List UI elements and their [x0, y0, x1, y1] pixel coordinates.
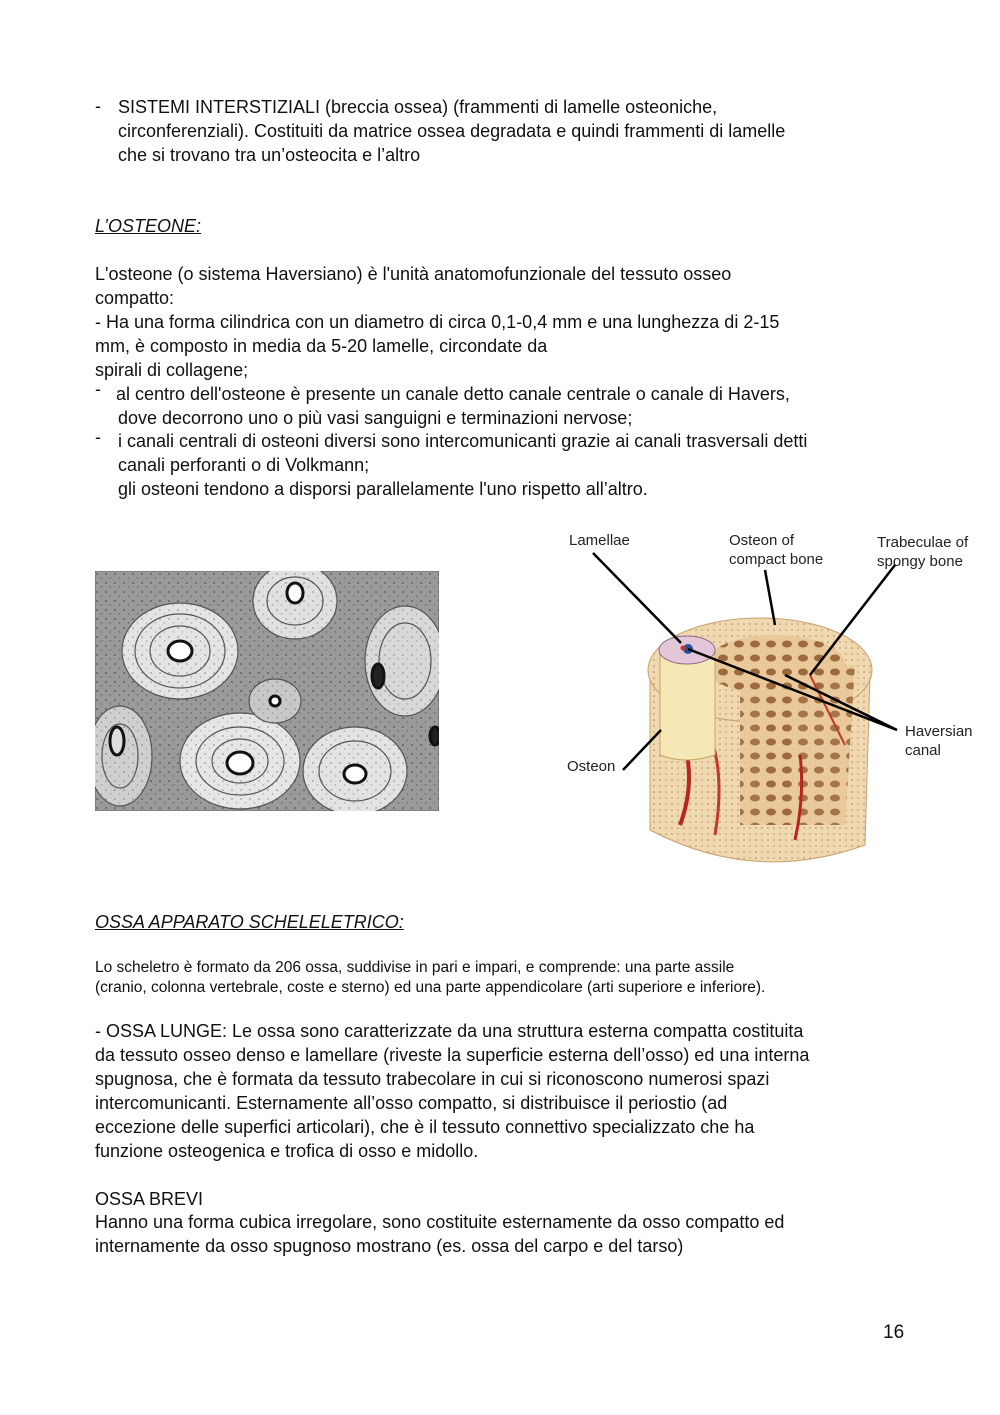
interstitial-line-1: SISTEMI INTERSTIZIALI (breccia ossea) (frammenti di lamelle osteoniche,: [118, 97, 718, 117]
ossa-heading: OSSA APPARATO SCHELELETRICO:: [95, 912, 404, 932]
ossa-lunghe-line-1: - OSSA LUNGE: Le ossa sono caratterizzate da una struttura esterna compatta costituita: [95, 1021, 804, 1041]
osteone-item2-line-1: al centro dell'osteone è presente un canale detto canale centrale o canale di Havers,: [116, 384, 790, 404]
label-haversian-line-1: Haversian: [905, 723, 973, 740]
osteone-item3-line-1: i canali centrali di osteoni diversi sono intercomunicanti grazie ai canali trasversali detti: [118, 431, 808, 451]
osteon-diagram: [555, 525, 995, 885]
osteone-item2-line-2: dove decorrono uno o più vasi sanguigni e terminazioni nervose;: [118, 408, 633, 428]
bullet-dash: -: [95, 379, 101, 399]
label-osteon: Osteon: [567, 758, 616, 775]
label-lamellae: Lamellae: [569, 532, 630, 549]
osteone-item1-line-1: - Ha una forma cilindrica con un diametro di circa 0,1-0,4 mm e una lunghezza di 2-15: [95, 312, 780, 332]
osteone-last-line: gli osteoni tendono a disporsi parallelamente l'uno rispetto all’altro.: [118, 479, 648, 499]
ossa-lunghe-line-6: funzione osteogenica e trofica di osso e midollo.: [95, 1141, 479, 1161]
ossa-lunghe-line-4: intercomunicanti. Esternamente all’osso compatto, si distribuisce il periostio (ad: [95, 1093, 728, 1113]
bullet-dash: -: [95, 427, 101, 447]
ossa-brevi-line-2: internamente da osso spugnoso mostrano (es. ossa del carpo e del tarso): [95, 1236, 684, 1256]
ossa-intro-line-1: Lo scheletro è formato da 206 ossa, suddivise in pari e impari, e comprende: una parte assile: [95, 959, 735, 976]
bullet-dash: -: [95, 96, 101, 116]
osteone-intro-line-2: compatto:: [95, 288, 175, 308]
osteone-item3-line-2: canali perforanti o di Volkmann;: [118, 455, 370, 475]
label-trabeculae-line-2: spongy bone: [877, 553, 963, 570]
osteone-heading: L’OSTEONE:: [95, 216, 202, 236]
label-haversian-line-2: canal: [905, 742, 941, 759]
label-trabeculae-line-1: Trabeculae of: [877, 534, 969, 551]
label-osteon-compact-line-1: Osteon of: [729, 532, 795, 549]
osteone-intro-line-1: L'osteone (o sistema Haversiano) è l'unità anatomofunzionale del tessuto osseo: [95, 264, 732, 284]
ossa-lunghe-line-2: da tessuto osseo denso e lamellare (riveste la superficie esterna dell’osso) ed una interna: [95, 1045, 810, 1065]
osteone-item1-line-3: spirali di collagene;: [95, 360, 249, 380]
ossa-lunghe-line-3: spugnosa, che è formata da tessuto trabecolare in cui si riconoscono numerosi spazi: [95, 1069, 770, 1089]
ossa-lunghe-line-5: eccezione delle superfici articolari), che è il tessuto connettivo specializzato che ha: [95, 1117, 755, 1137]
page-number: 16: [883, 1322, 905, 1343]
bone-micrograph-image: [95, 571, 439, 811]
ossa-intro-line-2: (cranio, colonna vertebrale, coste e sterno) ed una parte appendicolare (arti superiore e inferiore).: [95, 979, 766, 996]
label-osteon-compact-line-2: compact bone: [729, 551, 824, 568]
interstitial-line-2: circonferenziali). Costituiti da matrice ossea degradata e quindi frammenti di lamelle: [118, 121, 786, 141]
ossa-brevi-title: OSSA BREVI: [95, 1189, 204, 1209]
interstitial-line-3: che si trovano tra un’osteocita e l’altro: [118, 145, 421, 165]
osteone-item1-line-2: mm, è composto in media da 5-20 lamelle, circondate da: [95, 336, 548, 356]
ossa-brevi-line-1: Hanno una forma cubica irregolare, sono costituite esternamente da osso compatto ed: [95, 1212, 785, 1232]
